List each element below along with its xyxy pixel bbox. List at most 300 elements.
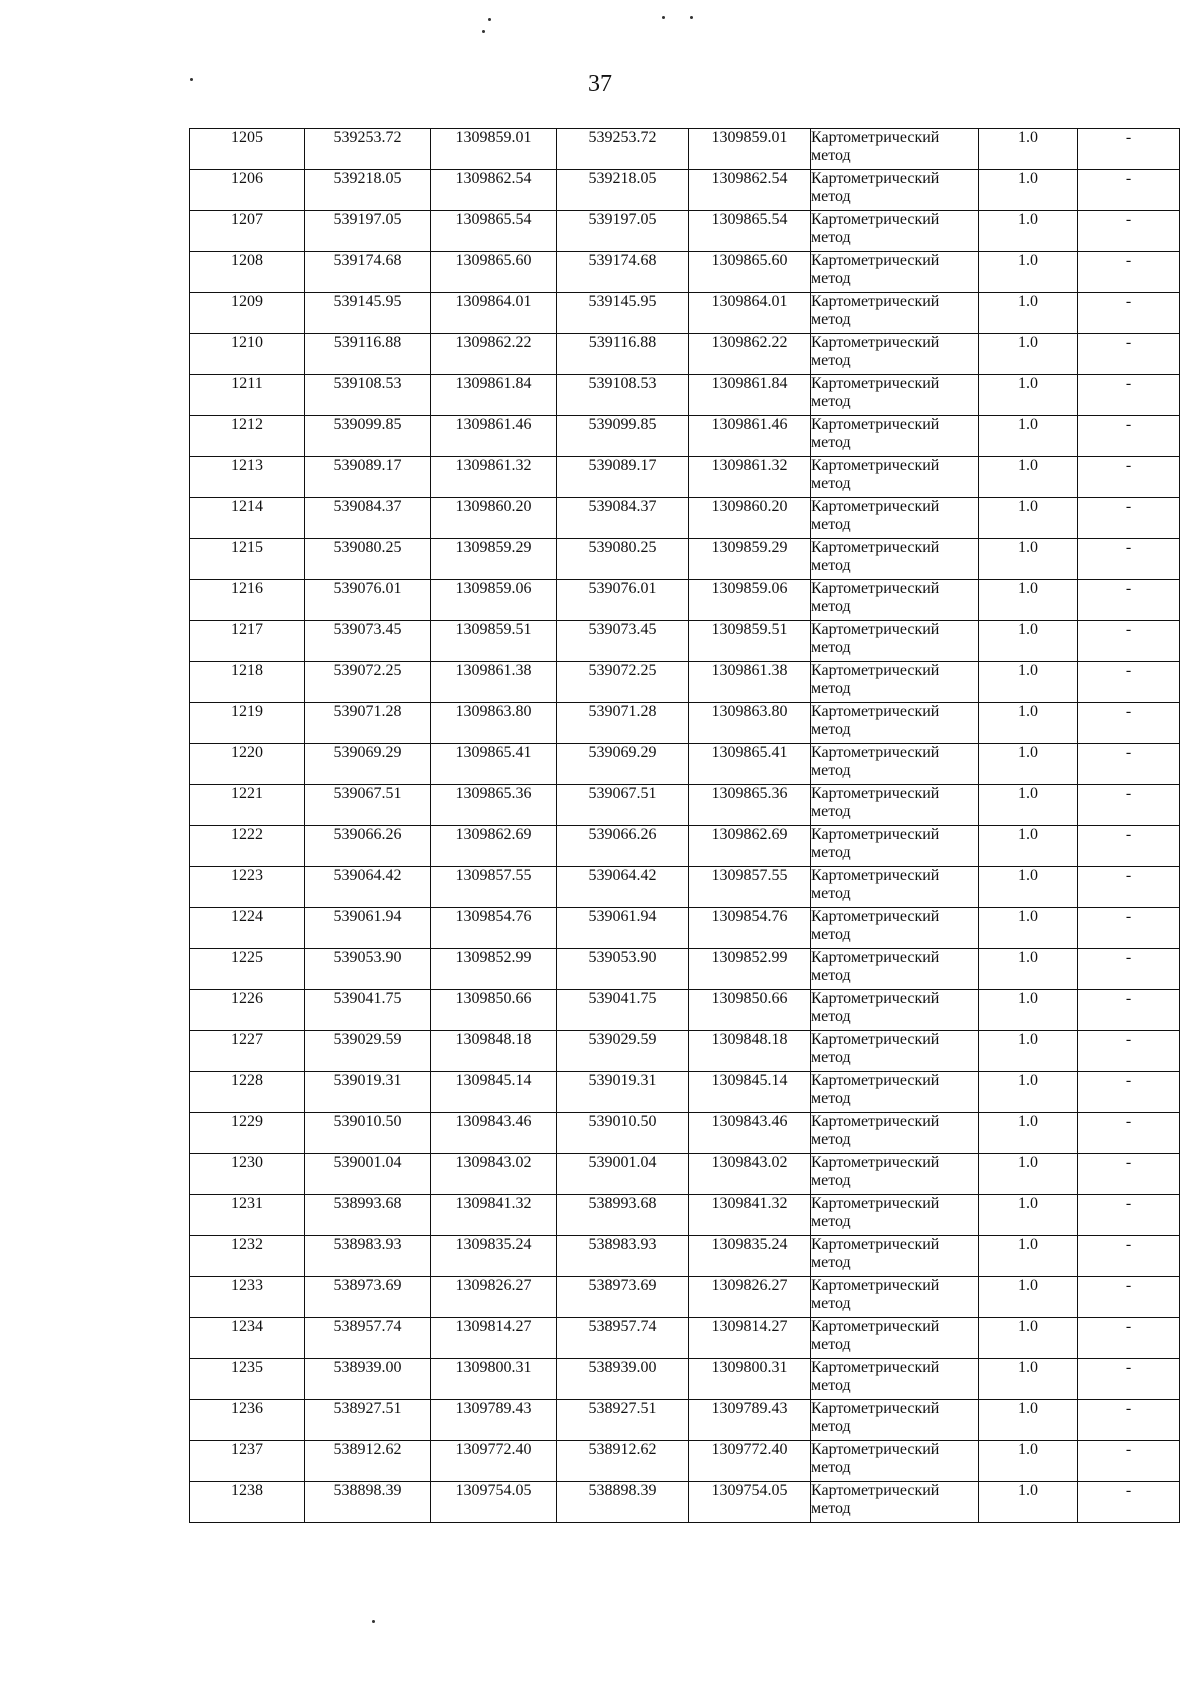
method-line-1: Картометрический — [811, 1154, 940, 1171]
method-line-1: Картометрический — [811, 1400, 940, 1417]
description-cell: - — [1078, 949, 1180, 990]
method-line-2: метод — [811, 1090, 851, 1107]
point-number-cell: 1222 — [190, 826, 305, 867]
y-coordinate-cell: 1309845.14 — [431, 1072, 557, 1113]
table-row — [190, 457, 1180, 498]
y-coordinate-cell: 1309862.22 — [689, 334, 811, 375]
y-coordinate-cell: 1309841.32 — [689, 1195, 811, 1236]
accuracy-cell: 1.0 — [979, 1031, 1078, 1072]
description-cell: - — [1078, 252, 1180, 293]
x-coordinate-cell: 539071.28 — [557, 703, 689, 744]
method-cell — [811, 1154, 979, 1195]
description-cell: - — [1078, 416, 1180, 457]
table-row — [190, 252, 1180, 293]
scan-speck — [190, 78, 193, 81]
method-cell — [811, 1031, 979, 1072]
method-cell — [811, 1195, 979, 1236]
description-cell: - — [1078, 211, 1180, 252]
x-coordinate-cell: 539053.90 — [557, 949, 689, 990]
method-line-1: Картометрический — [811, 1359, 940, 1376]
method-cell — [811, 621, 979, 662]
method-line-1: Картометрический — [811, 170, 940, 187]
method-line-2: метод — [811, 1049, 851, 1066]
accuracy-cell: 1.0 — [979, 744, 1078, 785]
y-coordinate-cell: 1309854.76 — [431, 908, 557, 949]
accuracy-cell: 1.0 — [979, 211, 1078, 252]
method-line-1: Картометрический — [811, 1195, 940, 1212]
y-coordinate-cell: 1309859.51 — [431, 621, 557, 662]
table-row — [190, 498, 1180, 539]
method-line-2: метод — [811, 270, 851, 287]
description-cell: - — [1078, 662, 1180, 703]
point-number-cell: 1228 — [190, 1072, 305, 1113]
table-row — [190, 1031, 1180, 1072]
description-cell: - — [1078, 1359, 1180, 1400]
method-line-1: Картометрический — [811, 129, 940, 146]
method-line-2: метод — [811, 885, 851, 902]
description-cell: - — [1078, 1482, 1180, 1523]
method-line-1: Картометрический — [811, 293, 940, 310]
description-cell: - — [1078, 1072, 1180, 1113]
x-coordinate-cell: 539218.05 — [305, 170, 431, 211]
description-cell: - — [1078, 1195, 1180, 1236]
method-line-2: метод — [811, 1172, 851, 1189]
method-line-1: Картометрический — [811, 621, 940, 638]
accuracy-cell: 1.0 — [979, 1236, 1078, 1277]
scan-speck — [488, 18, 491, 21]
method-line-2: метод — [811, 803, 851, 820]
description-cell: - — [1078, 785, 1180, 826]
method-cell — [811, 703, 979, 744]
method-line-1: Картометрический — [811, 826, 940, 843]
description-cell: - — [1078, 908, 1180, 949]
x-coordinate-cell: 539029.59 — [305, 1031, 431, 1072]
x-coordinate-cell: 538973.69 — [305, 1277, 431, 1318]
method-line-1: Картометрический — [811, 1441, 940, 1458]
page-number: 37 — [588, 71, 612, 97]
table-row — [190, 1277, 1180, 1318]
x-coordinate-cell: 539174.68 — [557, 252, 689, 293]
accuracy-cell: 1.0 — [979, 1318, 1078, 1359]
table-row — [190, 867, 1180, 908]
method-cell — [811, 662, 979, 703]
x-coordinate-cell: 538957.74 — [557, 1318, 689, 1359]
point-number-cell: 1225 — [190, 949, 305, 990]
method-line-2: метод — [811, 967, 851, 984]
accuracy-cell: 1.0 — [979, 334, 1078, 375]
method-cell — [811, 580, 979, 621]
y-coordinate-cell: 1309850.66 — [431, 990, 557, 1031]
y-coordinate-cell: 1309865.54 — [689, 211, 811, 252]
x-coordinate-cell: 539073.45 — [557, 621, 689, 662]
scan-speck — [372, 1620, 375, 1623]
description-cell: - — [1078, 457, 1180, 498]
table-row — [190, 1236, 1180, 1277]
accuracy-cell: 1.0 — [979, 990, 1078, 1031]
accuracy-cell: 1.0 — [979, 1400, 1078, 1441]
y-coordinate-cell: 1309862.69 — [689, 826, 811, 867]
y-coordinate-cell: 1309852.99 — [689, 949, 811, 990]
table-row — [190, 416, 1180, 457]
x-coordinate-cell: 539064.42 — [305, 867, 431, 908]
point-number-cell: 1216 — [190, 580, 305, 621]
x-coordinate-cell: 539019.31 — [305, 1072, 431, 1113]
x-coordinate-cell: 539080.25 — [557, 539, 689, 580]
table-row — [190, 826, 1180, 867]
point-number-cell: 1231 — [190, 1195, 305, 1236]
method-cell — [811, 498, 979, 539]
y-coordinate-cell: 1309862.69 — [431, 826, 557, 867]
method-line-2: метод — [811, 393, 851, 410]
x-coordinate-cell: 539218.05 — [557, 170, 689, 211]
method-cell — [811, 1072, 979, 1113]
point-number-cell: 1205 — [190, 129, 305, 170]
y-coordinate-cell: 1309772.40 — [689, 1441, 811, 1482]
scan-speck — [482, 30, 485, 33]
x-coordinate-cell: 539064.42 — [557, 867, 689, 908]
y-coordinate-cell: 1309865.36 — [689, 785, 811, 826]
point-number-cell: 1223 — [190, 867, 305, 908]
x-coordinate-cell: 539071.28 — [305, 703, 431, 744]
accuracy-cell: 1.0 — [979, 170, 1078, 211]
method-cell — [811, 252, 979, 293]
table-row — [190, 1113, 1180, 1154]
y-coordinate-cell: 1309800.31 — [689, 1359, 811, 1400]
point-number-cell: 1214 — [190, 498, 305, 539]
x-coordinate-cell: 539001.04 — [305, 1154, 431, 1195]
y-coordinate-cell: 1309772.40 — [431, 1441, 557, 1482]
description-cell: - — [1078, 744, 1180, 785]
point-number-cell: 1213 — [190, 457, 305, 498]
method-cell — [811, 785, 979, 826]
point-number-cell: 1210 — [190, 334, 305, 375]
method-line-1: Картометрический — [811, 1031, 940, 1048]
method-line-1: Картометрический — [811, 949, 940, 966]
x-coordinate-cell: 539029.59 — [557, 1031, 689, 1072]
point-number-cell: 1218 — [190, 662, 305, 703]
y-coordinate-cell: 1309861.32 — [689, 457, 811, 498]
method-cell — [811, 1113, 979, 1154]
method-cell — [811, 1482, 979, 1523]
x-coordinate-cell: 538927.51 — [557, 1400, 689, 1441]
x-coordinate-cell: 539067.51 — [557, 785, 689, 826]
accuracy-cell: 1.0 — [979, 129, 1078, 170]
y-coordinate-cell: 1309841.32 — [431, 1195, 557, 1236]
x-coordinate-cell: 539084.37 — [305, 498, 431, 539]
y-coordinate-cell: 1309800.31 — [431, 1359, 557, 1400]
x-coordinate-cell: 539084.37 — [557, 498, 689, 539]
table-row — [190, 990, 1180, 1031]
method-line-2: метод — [811, 1418, 851, 1435]
accuracy-cell: 1.0 — [979, 949, 1078, 990]
point-number-cell: 1217 — [190, 621, 305, 662]
y-coordinate-cell: 1309861.38 — [431, 662, 557, 703]
method-line-1: Картометрический — [811, 1113, 940, 1130]
method-line-1: Картометрический — [811, 785, 940, 802]
point-number-cell: 1211 — [190, 375, 305, 416]
method-line-1: Картометрический — [811, 1236, 940, 1253]
accuracy-cell: 1.0 — [979, 1154, 1078, 1195]
point-number-cell: 1208 — [190, 252, 305, 293]
table-row — [190, 580, 1180, 621]
table-row — [190, 375, 1180, 416]
x-coordinate-cell: 539061.94 — [557, 908, 689, 949]
accuracy-cell: 1.0 — [979, 703, 1078, 744]
table-row — [190, 621, 1180, 662]
method-line-2: метод — [811, 844, 851, 861]
y-coordinate-cell: 1309754.05 — [689, 1482, 811, 1523]
y-coordinate-cell: 1309862.22 — [431, 334, 557, 375]
x-coordinate-cell: 539072.25 — [557, 662, 689, 703]
method-line-1: Картометрический — [811, 1482, 940, 1499]
table-row — [190, 1072, 1180, 1113]
x-coordinate-cell: 539069.29 — [305, 744, 431, 785]
y-coordinate-cell: 1309861.84 — [431, 375, 557, 416]
method-cell — [811, 416, 979, 457]
y-coordinate-cell: 1309861.84 — [689, 375, 811, 416]
y-coordinate-cell: 1309859.06 — [689, 580, 811, 621]
method-line-2: метод — [811, 762, 851, 779]
accuracy-cell: 1.0 — [979, 457, 1078, 498]
method-line-1: Картометрический — [811, 539, 940, 556]
description-cell: - — [1078, 1400, 1180, 1441]
y-coordinate-cell: 1309860.20 — [689, 498, 811, 539]
method-line-1: Картометрический — [811, 662, 940, 679]
method-line-1: Картометрический — [811, 252, 940, 269]
method-line-2: метод — [811, 1500, 851, 1517]
y-coordinate-cell: 1309843.46 — [689, 1113, 811, 1154]
y-coordinate-cell: 1309848.18 — [689, 1031, 811, 1072]
x-coordinate-cell: 538993.68 — [557, 1195, 689, 1236]
method-line-2: метод — [811, 1377, 851, 1394]
x-coordinate-cell: 539072.25 — [305, 662, 431, 703]
method-line-1: Картометрический — [811, 1277, 940, 1294]
y-coordinate-cell: 1309843.46 — [431, 1113, 557, 1154]
x-coordinate-cell: 539145.95 — [557, 293, 689, 334]
y-coordinate-cell: 1309861.32 — [431, 457, 557, 498]
method-line-2: метод — [811, 1459, 851, 1476]
method-line-1: Картометрический — [811, 211, 940, 228]
method-line-1: Картометрический — [811, 375, 940, 392]
method-line-2: метод — [811, 926, 851, 943]
method-line-2: метод — [811, 680, 851, 697]
y-coordinate-cell: 1309865.60 — [689, 252, 811, 293]
method-line-2: метод — [811, 475, 851, 492]
y-coordinate-cell: 1309854.76 — [689, 908, 811, 949]
method-line-2: метод — [811, 516, 851, 533]
method-cell — [811, 1277, 979, 1318]
y-coordinate-cell: 1309857.55 — [431, 867, 557, 908]
description-cell: - — [1078, 129, 1180, 170]
y-coordinate-cell: 1309859.51 — [689, 621, 811, 662]
y-coordinate-cell: 1309848.18 — [431, 1031, 557, 1072]
accuracy-cell: 1.0 — [979, 908, 1078, 949]
description-cell: - — [1078, 375, 1180, 416]
description-cell: - — [1078, 580, 1180, 621]
method-line-1: Картометрический — [811, 416, 940, 433]
point-number-cell: 1221 — [190, 785, 305, 826]
y-coordinate-cell: 1309754.05 — [431, 1482, 557, 1523]
method-line-2: метод — [811, 1254, 851, 1271]
y-coordinate-cell: 1309814.27 — [431, 1318, 557, 1359]
table-row — [190, 949, 1180, 990]
y-coordinate-cell: 1309826.27 — [431, 1277, 557, 1318]
x-coordinate-cell: 538927.51 — [305, 1400, 431, 1441]
table-row — [190, 1154, 1180, 1195]
x-coordinate-cell: 538983.93 — [557, 1236, 689, 1277]
method-line-2: метод — [811, 434, 851, 451]
coordinates-table — [189, 128, 1180, 1523]
description-cell: - — [1078, 293, 1180, 334]
method-cell — [811, 1441, 979, 1482]
point-number-cell: 1219 — [190, 703, 305, 744]
description-cell: - — [1078, 539, 1180, 580]
x-coordinate-cell: 539116.88 — [557, 334, 689, 375]
method-cell — [811, 990, 979, 1031]
point-number-cell: 1220 — [190, 744, 305, 785]
accuracy-cell: 1.0 — [979, 1482, 1078, 1523]
accuracy-cell: 1.0 — [979, 785, 1078, 826]
x-coordinate-cell: 538939.00 — [557, 1359, 689, 1400]
description-cell: - — [1078, 867, 1180, 908]
table-row — [190, 170, 1180, 211]
y-coordinate-cell: 1309862.54 — [431, 170, 557, 211]
method-cell — [811, 1400, 979, 1441]
accuracy-cell: 1.0 — [979, 1277, 1078, 1318]
method-line-2: метод — [811, 1336, 851, 1353]
description-cell: - — [1078, 1154, 1180, 1195]
accuracy-cell: 1.0 — [979, 1113, 1078, 1154]
method-line-2: метод — [811, 352, 851, 369]
point-number-cell: 1227 — [190, 1031, 305, 1072]
method-line-2: метод — [811, 721, 851, 738]
y-coordinate-cell: 1309861.46 — [431, 416, 557, 457]
x-coordinate-cell: 538983.93 — [305, 1236, 431, 1277]
scan-speck — [690, 16, 693, 19]
x-coordinate-cell: 539073.45 — [305, 621, 431, 662]
table-row — [190, 662, 1180, 703]
table-row — [190, 293, 1180, 334]
method-line-1: Картометрический — [811, 867, 940, 884]
method-cell — [811, 867, 979, 908]
method-line-1: Картометрический — [811, 1318, 940, 1335]
y-coordinate-cell: 1309859.01 — [689, 129, 811, 170]
x-coordinate-cell: 539010.50 — [557, 1113, 689, 1154]
method-cell — [811, 170, 979, 211]
description-cell: - — [1078, 1277, 1180, 1318]
y-coordinate-cell: 1309814.27 — [689, 1318, 811, 1359]
y-coordinate-cell: 1309865.54 — [431, 211, 557, 252]
accuracy-cell: 1.0 — [979, 662, 1078, 703]
x-coordinate-cell: 538993.68 — [305, 1195, 431, 1236]
x-coordinate-cell: 539061.94 — [305, 908, 431, 949]
y-coordinate-cell: 1309861.38 — [689, 662, 811, 703]
x-coordinate-cell: 539108.53 — [305, 375, 431, 416]
accuracy-cell: 1.0 — [979, 416, 1078, 457]
x-coordinate-cell: 539197.05 — [557, 211, 689, 252]
y-coordinate-cell: 1309863.80 — [431, 703, 557, 744]
point-number-cell: 1209 — [190, 293, 305, 334]
point-number-cell: 1237 — [190, 1441, 305, 1482]
accuracy-cell: 1.0 — [979, 498, 1078, 539]
method-cell — [811, 129, 979, 170]
method-cell — [811, 1236, 979, 1277]
y-coordinate-cell: 1309843.02 — [431, 1154, 557, 1195]
point-number-cell: 1234 — [190, 1318, 305, 1359]
method-line-2: метод — [811, 1008, 851, 1025]
y-coordinate-cell: 1309865.60 — [431, 252, 557, 293]
point-number-cell: 1207 — [190, 211, 305, 252]
x-coordinate-cell: 538973.69 — [557, 1277, 689, 1318]
description-cell: - — [1078, 1318, 1180, 1359]
accuracy-cell: 1.0 — [979, 621, 1078, 662]
y-coordinate-cell: 1309863.80 — [689, 703, 811, 744]
method-cell — [811, 457, 979, 498]
point-number-cell: 1229 — [190, 1113, 305, 1154]
x-coordinate-cell: 538957.74 — [305, 1318, 431, 1359]
method-line-2: метод — [811, 1131, 851, 1148]
accuracy-cell: 1.0 — [979, 580, 1078, 621]
x-coordinate-cell: 538898.39 — [305, 1482, 431, 1523]
accuracy-cell: 1.0 — [979, 375, 1078, 416]
method-cell — [811, 539, 979, 580]
x-coordinate-cell: 538939.00 — [305, 1359, 431, 1400]
method-line-1: Картометрический — [811, 990, 940, 1007]
x-coordinate-cell: 539108.53 — [557, 375, 689, 416]
x-coordinate-cell: 538912.62 — [305, 1441, 431, 1482]
x-coordinate-cell: 539066.26 — [305, 826, 431, 867]
accuracy-cell: 1.0 — [979, 293, 1078, 334]
y-coordinate-cell: 1309852.99 — [431, 949, 557, 990]
description-cell: - — [1078, 621, 1180, 662]
method-line-2: метод — [811, 1295, 851, 1312]
point-number-cell: 1230 — [190, 1154, 305, 1195]
method-line-1: Картометрический — [811, 908, 940, 925]
y-coordinate-cell: 1309860.20 — [431, 498, 557, 539]
method-cell — [811, 826, 979, 867]
x-coordinate-cell: 539116.88 — [305, 334, 431, 375]
y-coordinate-cell: 1309859.29 — [431, 539, 557, 580]
description-cell: - — [1078, 1031, 1180, 1072]
description-cell: - — [1078, 1113, 1180, 1154]
x-coordinate-cell: 539253.72 — [305, 129, 431, 170]
table-row — [190, 1400, 1180, 1441]
accuracy-cell: 1.0 — [979, 1195, 1078, 1236]
x-coordinate-cell: 539197.05 — [305, 211, 431, 252]
point-number-cell: 1226 — [190, 990, 305, 1031]
description-cell: - — [1078, 1441, 1180, 1482]
table-row — [190, 703, 1180, 744]
method-cell — [811, 908, 979, 949]
point-number-cell: 1232 — [190, 1236, 305, 1277]
table-row — [190, 1482, 1180, 1523]
scan-speck — [662, 16, 665, 19]
x-coordinate-cell: 539080.25 — [305, 539, 431, 580]
x-coordinate-cell: 539053.90 — [305, 949, 431, 990]
table-row — [190, 1318, 1180, 1359]
x-coordinate-cell: 539099.85 — [557, 416, 689, 457]
table-row — [190, 744, 1180, 785]
description-cell: - — [1078, 498, 1180, 539]
method-line-2: метод — [811, 147, 851, 164]
y-coordinate-cell: 1309859.29 — [689, 539, 811, 580]
x-coordinate-cell: 539076.01 — [557, 580, 689, 621]
description-cell: - — [1078, 170, 1180, 211]
method-line-1: Картометрический — [811, 703, 940, 720]
y-coordinate-cell: 1309865.36 — [431, 785, 557, 826]
x-coordinate-cell: 539041.75 — [557, 990, 689, 1031]
table-row — [190, 1359, 1180, 1400]
